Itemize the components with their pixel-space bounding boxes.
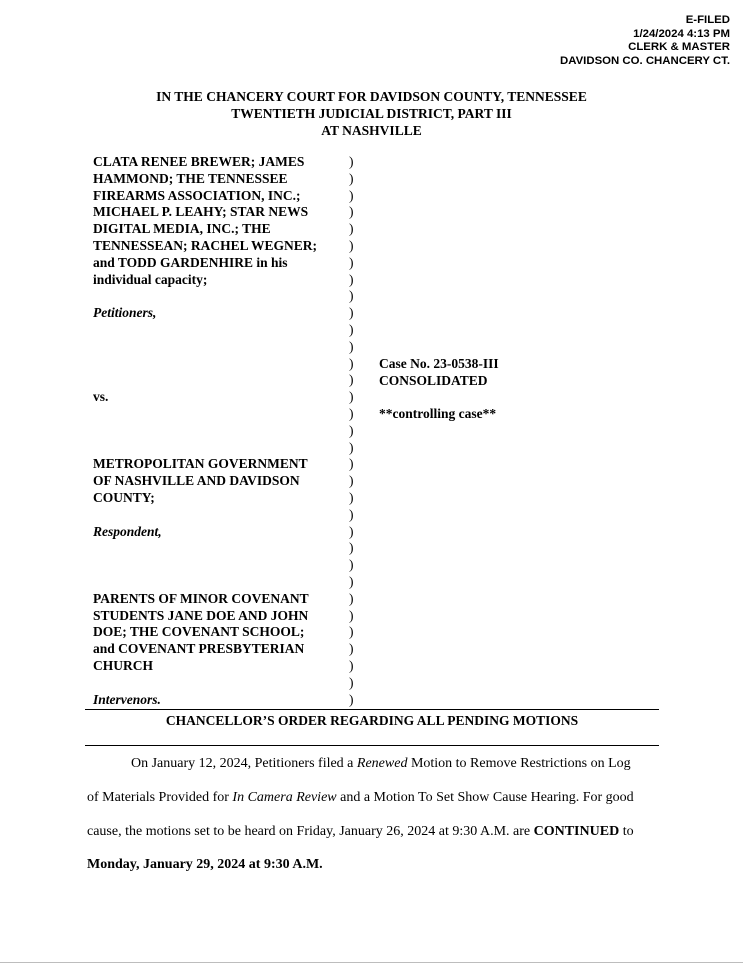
petitioner-line: TENNESSEAN; RACHEL WEGNER; [93, 237, 318, 253]
caption-paren: ) [349, 657, 354, 673]
respondent-label: Respondent, [93, 523, 162, 539]
case-number: Case No. 23-0538-III [379, 356, 499, 371]
caption-paren: ) [349, 405, 354, 421]
caption-paren: ) [349, 456, 354, 472]
caption-paren: ) [349, 439, 354, 455]
order-body [87, 747, 657, 882]
court-heading [0, 88, 743, 139]
stamp-datetime: 1/24/2024 4:13 PM [633, 27, 730, 40]
caption-paren: ) [349, 154, 354, 169]
body-line: of Materials Provided for In Camera Review and a Motion To Set Show Cause Hearing. For good [87, 789, 634, 805]
stamp-court: DAVIDSON CO. CHANCERY CT. [559, 54, 730, 67]
page-edge [0, 962, 743, 963]
order-title: CHANCELLOR’S ORDER REGARDING ALL PENDING MOTIONS [165, 713, 579, 728]
intervenor-line: DOE; THE COVENANT SCHOOL; [93, 624, 305, 640]
caption-paren: ) [349, 271, 354, 287]
caption-paren: ) [349, 641, 354, 657]
caption-paren: ) [349, 422, 354, 438]
stamp-clerk: CLERK & MASTER [628, 41, 730, 53]
intervenor-line: STUDENTS JANE DOE AND JOHN [93, 607, 309, 623]
caption-paren: ) [349, 170, 354, 186]
caption-paren: ) [349, 204, 354, 220]
body-line: cause, the motions set to be heard on Friday, January 26, 2024 at 9:30 A.M. are CONTINUED to [87, 823, 634, 839]
court-district: TWENTIETH JUDICIAL DISTRICT, PART III [231, 106, 512, 121]
caption-paren: ) [349, 321, 354, 337]
respondent-line: OF NASHVILLE AND DAVIDSON [93, 473, 300, 489]
caption-paren: ) [349, 540, 354, 556]
petitioner-line: CLATA RENEE BREWER; JAMES [93, 154, 305, 169]
caption-paren: ) [349, 607, 354, 623]
caption-paren: ) [349, 473, 354, 489]
court-location: AT NASHVILLE [321, 123, 422, 138]
intervenor-line: CHURCH [93, 657, 153, 673]
body-line: Monday, January 29, 2024 at 9:30 A.M. [87, 857, 323, 873]
caption-paren: ) [349, 674, 354, 690]
caption-paren: ) [349, 523, 354, 539]
versus-label: vs. [93, 389, 109, 405]
caption-paren: ) [349, 288, 354, 304]
bottom-divider [85, 745, 659, 746]
respondent-line: COUNTY; [93, 489, 155, 505]
top-divider [85, 709, 659, 710]
intervenor-line: PARENTS OF MINOR COVENANT [93, 590, 309, 606]
caption-paren: ) [349, 254, 354, 270]
stamp-efiled: E-FILED [685, 14, 730, 26]
caption-paren: ) [349, 557, 354, 573]
caption-paren-column [349, 154, 354, 708]
petitioner-line: individual capacity; [93, 271, 208, 287]
respondent-line: METROPOLITAN GOVERNMENT [93, 456, 308, 472]
petitioner-line: FIREARMS ASSOCIATION, INC.; [93, 187, 301, 203]
caption-paren: ) [349, 389, 354, 405]
petitioners-label: Petitioners, [93, 305, 157, 321]
caption-paren: ) [349, 506, 354, 522]
controlling-case-note: **controlling case** [379, 406, 497, 422]
case-caption [93, 154, 317, 708]
court-name: IN THE CHANCERY COURT FOR DAVIDSON COUNTY, TENNESSEE [156, 89, 587, 104]
caption-paren: ) [349, 573, 354, 589]
case-consolidated: CONSOLIDATED [379, 372, 488, 388]
caption-paren: ) [349, 338, 354, 354]
caption-paren: ) [349, 305, 354, 321]
caption-paren: ) [349, 237, 354, 253]
petitioner-line: and TODD GARDENHIRE in his [93, 254, 288, 270]
body-line: On January 12, 2024, Petitioners filed a Renewed Motion to Remove Restrictions on Log [131, 756, 631, 771]
caption-paren: ) [349, 221, 354, 237]
caption-paren: ) [349, 372, 354, 388]
intervenor-line: and COVENANT PRESBYTERIAN [93, 641, 305, 657]
petitioner-line: DIGITAL MEDIA, INC.; THE [93, 221, 271, 237]
caption-paren: ) [349, 187, 354, 203]
caption-paren: ) [349, 355, 354, 371]
caption-paren: ) [349, 624, 354, 640]
intervenors-label: Intervenors. [93, 691, 161, 707]
case-number-block [379, 356, 499, 423]
caption-paren: ) [349, 489, 354, 505]
caption-paren: ) [349, 590, 354, 606]
caption-paren: ) [349, 691, 354, 707]
petitioner-line: HAMMOND; THE TENNESSEE [93, 170, 288, 186]
efiled-stamp [560, 14, 730, 68]
petitioner-line: MICHAEL P. LEAHY; STAR NEWS [93, 204, 309, 220]
